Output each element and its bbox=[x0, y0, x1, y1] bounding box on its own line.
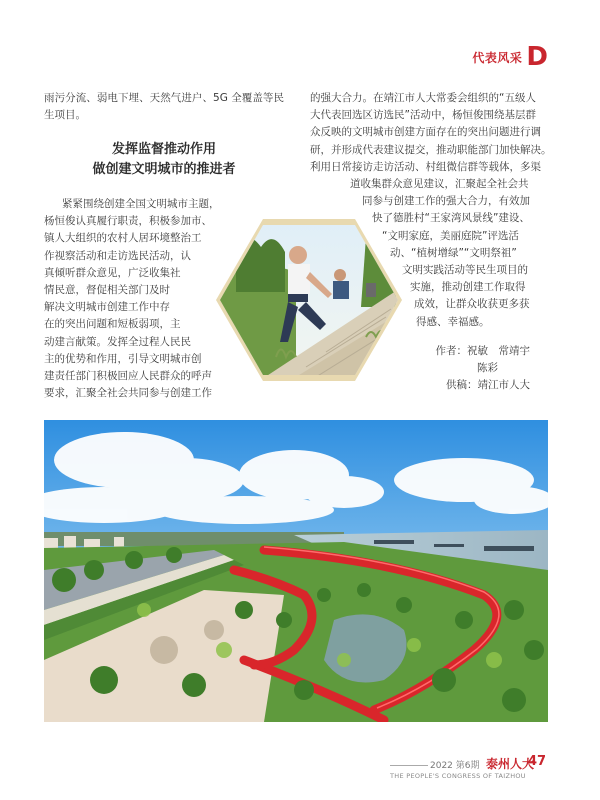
right-paragraph-line: 大代表回选区访选民”活动中，杨恒俊围绕基层群 bbox=[310, 109, 536, 122]
left-paragraph-line: 真倾听群众意见，广泛收集社 bbox=[44, 266, 181, 279]
right-paragraph-line: 研，并形成代表建议提交，推动职能部门加快解决。 bbox=[310, 143, 552, 156]
footer-issue: 2022 第6期 bbox=[430, 761, 480, 771]
left-paragraph-line: 作视察活动和走访选民活动，认 bbox=[44, 249, 191, 262]
right-paragraph-line: 文明实践活动等民生项目的 bbox=[402, 264, 528, 276]
right-paragraph-line: 同参与创建工作的强大合力，有效加 bbox=[362, 195, 530, 208]
hexagon-photo bbox=[216, 217, 402, 383]
section-heading-2: 做创建文明城市的推进者 bbox=[92, 162, 236, 177]
intro-paragraph: 雨污分流、弱电下埋、天然气进户、5G 全覆盖等民生项目。 bbox=[44, 92, 284, 121]
page-number: 47 bbox=[528, 754, 547, 769]
right-paragraph-line: 成效，让群众收获更多获 bbox=[414, 298, 530, 311]
left-paragraph-line: 动建言献策。发挥全过程人民民 bbox=[44, 335, 191, 348]
right-paragraph-line: 得感、幸福感。 bbox=[416, 315, 490, 328]
hexagon-photo-graphic bbox=[216, 217, 402, 383]
section-label: 代表风采 bbox=[472, 50, 523, 65]
left-paragraph-line: 杨恒俊认真履行职责，积极参加市、 bbox=[44, 215, 212, 228]
byline-authors: 作者：祝敏 常靖宇 bbox=[435, 345, 530, 357]
right-paragraph-line: 的强大合力。在靖江市人大常委会组织的“五级人 bbox=[310, 92, 536, 104]
left-paragraph-line: 情民意，督促相关部门及时 bbox=[44, 284, 170, 296]
right-paragraph-line: 利用日常接访走访活动、村组微信群等载体，多渠 bbox=[310, 160, 541, 173]
byline bbox=[400, 343, 560, 394]
right-paragraph-line: 实施，推动创建工作取得 bbox=[410, 281, 526, 294]
left-paragraph-line: 解决文明城市创建工作中存 bbox=[44, 301, 170, 314]
byline-authors-2: 陈彩 bbox=[477, 362, 498, 374]
section-letter: D bbox=[526, 42, 548, 72]
right-paragraph-line: 道收集群众意见建议，汇聚起全社会共 bbox=[350, 178, 529, 190]
section-heading-1: 发挥监督推动作用 bbox=[111, 142, 216, 157]
byline-source: 供稿：靖江市人大 bbox=[446, 379, 530, 391]
footer-magazine: 泰州人大 bbox=[486, 757, 535, 771]
right-paragraph-line: “文明家庭，美丽庭院”评选活 bbox=[382, 229, 519, 242]
left-paragraph-line: 建责任部门积极回应人民群众的呼声 bbox=[44, 370, 212, 382]
left-paragraph-line: 镇人大组织的农村人居环境整治工 bbox=[44, 232, 202, 245]
right-paragraph-line: 动、“植树增绿”“文明祭祖” bbox=[390, 246, 517, 259]
page-footer bbox=[390, 754, 560, 788]
landscape-photo bbox=[44, 420, 548, 722]
left-paragraph-line: 要求，汇聚全社会共同参与创建工作 bbox=[44, 387, 212, 400]
left-paragraph-line: 在的突出问题和短板弱项，主 bbox=[44, 318, 181, 331]
footer-english-title: THE PEOPLE'S CONGRESS OF TAIZHOU bbox=[390, 772, 526, 780]
right-paragraph-line: 众反映的文明城市创建方面存在的突出问题进行调 bbox=[310, 126, 541, 139]
section-tag bbox=[472, 44, 548, 70]
left-paragraph-line: 主的优势和作用，引导文明城市创 bbox=[44, 352, 202, 365]
left-column bbox=[44, 90, 284, 180]
left-paragraph-line: 紧紧围绕创建全国文明城市主题， bbox=[62, 198, 220, 210]
footer-rule bbox=[390, 765, 428, 766]
right-paragraph-line: 快了德胜村“王家湾风景线”建设、 bbox=[372, 212, 530, 225]
landscape-photo-graphic bbox=[44, 420, 548, 722]
